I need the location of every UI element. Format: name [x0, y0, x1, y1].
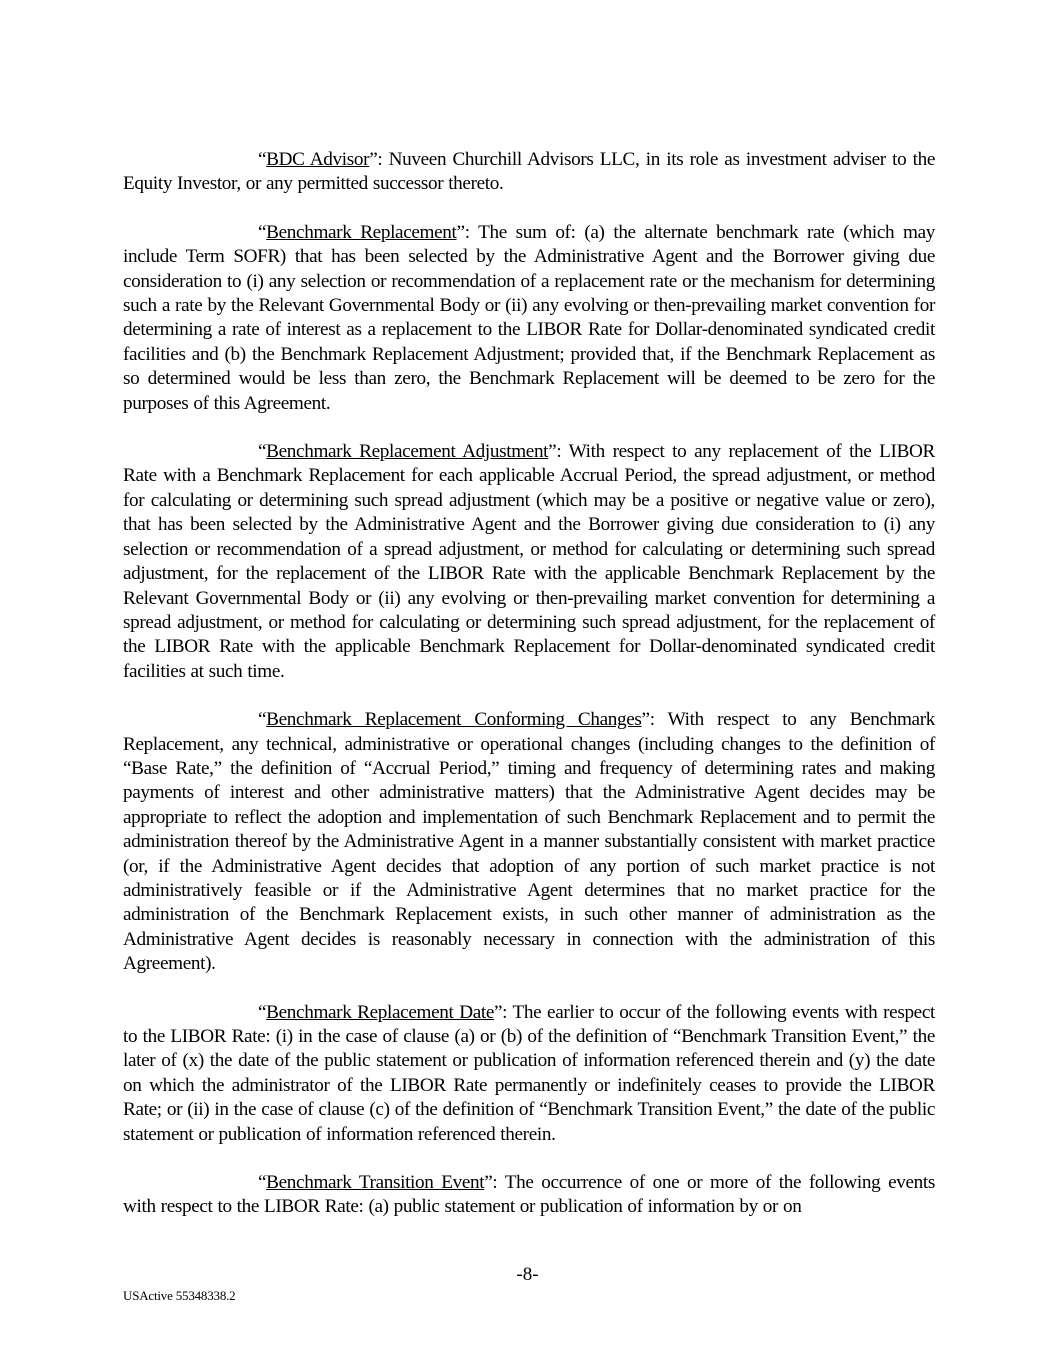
- open-quote: “: [258, 709, 267, 731]
- document-body: [123, 148, 935, 1244]
- definition-benchmark-replacement-conforming-changes: [123, 708, 935, 976]
- document-id-footer: USActive 55348338.2: [123, 1288, 236, 1303]
- open-quote: “: [258, 1001, 267, 1023]
- definition-benchmark-replacement-date: [123, 1001, 935, 1147]
- open-quote: “: [258, 1172, 267, 1194]
- definition-text: ”: With respect to any Benchmark Replacement, any technical, administrative or operational changes (including changes to the definition of “Base Rate,” the definition of “Accrual Period,” timing and frequency of determining rates and making payments of interest and other administrative matters) that the Administrative Agent decides may be appropriate to reflect the adoption and implementation of such Benchmark Replacement and to permit the administration thereof by the Administrative Agent in a manner substantially consistent with market practice (or, if the Administrative Agent decides that adoption of any portion of such market practice is not administratively feasible or if the Administrative Agent determines that no market practice for the administration of the Benchmark Replacement exists, in such other manner of administration as the Administrative Agent decides is reasonably necessary in connection with the administration of this Agreement).: [123, 709, 935, 975]
- definition-benchmark-replacement: [123, 221, 935, 416]
- definition-benchmark-transition-event: [123, 1171, 935, 1220]
- open-quote: “: [258, 221, 267, 243]
- open-quote: “: [258, 441, 267, 463]
- defined-term: Benchmark Replacement: [266, 221, 457, 243]
- defined-term: Benchmark Replacement Adjustment: [266, 441, 549, 463]
- definition-benchmark-replacement-adjustment: [123, 440, 935, 684]
- definition-text: ”: With respect to any replacement of the LIBOR Rate with a Benchmark Replacement for each applicable Accrual Period, the spread adjustment, or method for calculating or determining such spread adjustment (which may be a positive or negative value or zero), that has been selected by the Administrative Agent and the Borrower giving due consideration to (i) any selection or recommendation of a spread adjustment, or method for calculating or determining such spread adjustment, for the replacement of the LIBOR Rate with the applicable Benchmark Replacement by the Relevant Governmental Body or (ii) any evolving or then-prevailing market convention for determining a spread adjustment, or method for calculating or determining such spread adjustment, for the replacement of the LIBOR Rate with the applicable Benchmark Replacement for Dollar-denominated syndicated credit facilities at such time.: [123, 441, 935, 682]
- page-number: -8-: [516, 1264, 539, 1285]
- defined-term: Benchmark Replacement Conforming Changes: [266, 709, 642, 731]
- open-quote: “: [258, 149, 267, 170]
- defined-term: Benchmark Transition Event: [266, 1172, 485, 1194]
- defined-term: BDC Advisor: [266, 149, 370, 170]
- definition-text: ”: The occurrence of one or more of the following events with respect to the LIBOR Rate: (a) public statement or publication of information by or on: [123, 1172, 935, 1218]
- defined-term: Benchmark Replacement Date: [266, 1001, 495, 1023]
- definition-text: ”: The earlier to occur of the following events with respect to the LIBOR Rate: (i) in the case of clause (a) or (b) of the definition of “Benchmark Transition Event,” the later of (x) the date of the public statement or publication of information referenced therein and (y) the date on which the administrator of the LIBOR Rate permanently or indefinitely ceases to provide the LIBOR Rate; or (ii) in the case of clause (c) of the definition of “Benchmark Transition Event,” the date of the public statement or publication of information referenced therein.: [123, 1001, 935, 1145]
- definition-text: ”: The sum of: (a) the alternate benchmark rate (which may include Term SOFR) that has been selected by the Administrative Agent and the Borrower giving due consideration to (i) any selection or recommendation of a replacement rate or the mechanism for determining such a rate by the Relevant Governmental Body or (ii) any evolving or then-prevailing market convention for determining a rate of interest as a replacement to the LIBOR Rate for Dollar-denominated syndicated credit facilities and (b) the Benchmark Replacement Adjustment; provided that, if the Benchmark Replacement as so determined would be less than zero, the Benchmark Replacement will be deemed to be zero for the purposes of this Agreement.: [123, 221, 935, 414]
- definition-text: ”: Nuveen Churchill Advisors LLC, in its role as investment adviser to the Equity Investor, or any permitted successor thereto.: [123, 149, 935, 195]
- definition-bdc-advisor: [123, 148, 935, 197]
